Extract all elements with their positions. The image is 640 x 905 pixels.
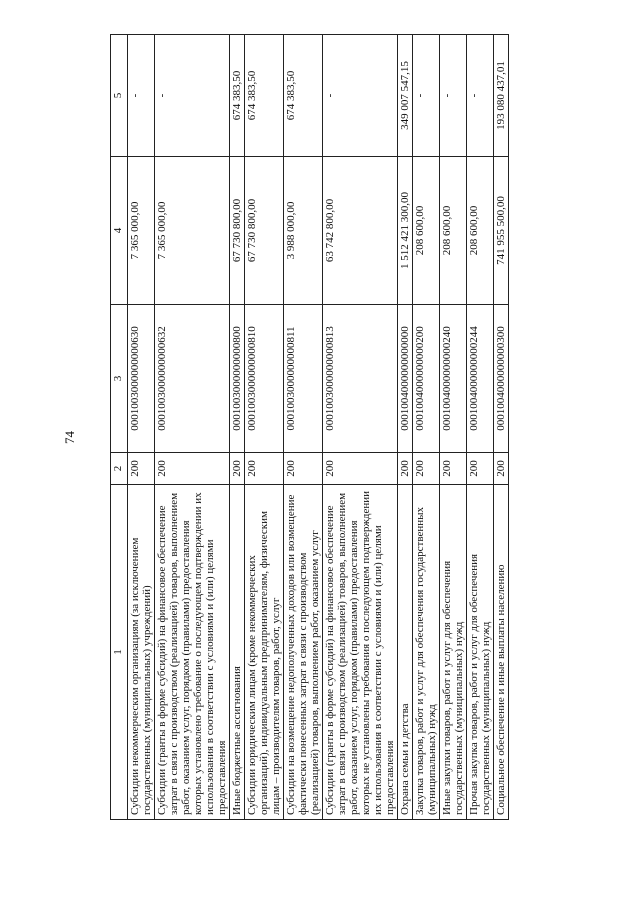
row-value-approved: 208 600,00 [413, 157, 440, 305]
row-kbk: 0001004000000000300 [494, 305, 509, 453]
row-value-approved: 208 600,00 [467, 157, 494, 305]
table-row [467, 35, 494, 820]
row-value-approved: 67 730 800,00 [230, 157, 245, 305]
row-name: Субсидии юридическим лицам (кроме некоммерческих организаций), индивидуальным предпринимателям, физическим лицам – производителям товаров, работ, услуг [245, 485, 284, 820]
row-code: 200 [155, 453, 230, 485]
row-value-approved: 741 955 500,00 [494, 157, 509, 305]
column-header-5: 5 [111, 35, 128, 157]
row-kbk: 0001003000000000632 [155, 305, 230, 453]
column-header-2: 2 [111, 453, 128, 485]
table-row [323, 35, 398, 820]
row-value-executed: 674 383,50 [230, 35, 245, 157]
row-name: Социальное обеспечение и иные выплаты населению [494, 485, 509, 820]
row-kbk: 0001003000000000810 [245, 305, 284, 453]
row-kbk: 0001003000000000630 [128, 305, 155, 453]
budget-table [110, 34, 509, 820]
row-value-approved: 7 365 000,00 [155, 157, 230, 305]
row-name: Субсидии (гранты в форме субсидий) на финансовое обеспечение затрат в связи с производством (реализацией) товаров, выполнением работ, оказанием услуг, порядком (правилами) предоставления которых не установлены требования о последующем подтверждении их использования в соответствии с условиями и (или) целями предоставления [323, 485, 398, 820]
row-value-executed: - [323, 35, 398, 157]
table-row [413, 35, 440, 820]
row-name: Субсидии некоммерческим организациям (за исключением государственных (муниципальных) учреждений) [128, 485, 155, 820]
table-row [128, 35, 155, 820]
row-code: 200 [467, 453, 494, 485]
row-name: Прочая закупка товаров, работ и услуг для обеспечения государственных (муниципальных) нужд [467, 485, 494, 820]
row-value-approved: 67 730 800,00 [245, 157, 284, 305]
table-row [494, 35, 509, 820]
row-name: Субсидии на возмещение недополученных доходов или возмещение фактически понесенных затрат в связи с производством (реализацией) товаров, выполнением работ, оказанием услуг [284, 485, 323, 820]
table-row [230, 35, 245, 820]
row-code: 200 [494, 453, 509, 485]
row-kbk: 0001004000000000200 [413, 305, 440, 453]
row-value-executed: 349 007 547,15 [398, 35, 413, 157]
row-value-executed: 674 383,50 [245, 35, 284, 157]
row-name: Иные закупки товаров, работ и услуг для обеспечения государственных (муниципальных) нужд [440, 485, 467, 820]
page-number: 74 [62, 431, 77, 444]
row-code: 200 [230, 453, 245, 485]
row-code: 200 [323, 453, 398, 485]
row-kbk: 0001003000000000813 [323, 305, 398, 453]
row-value-approved: 7 365 000,00 [128, 157, 155, 305]
table-row [284, 35, 323, 820]
table-row [440, 35, 467, 820]
budget-table-container [110, 35, 630, 820]
row-kbk: 0001004000000000240 [440, 305, 467, 453]
row-kbk: 0001004000000000244 [467, 305, 494, 453]
column-header-1: 1 [111, 485, 128, 820]
row-value-executed: 674 383,50 [284, 35, 323, 157]
row-value-executed: - [467, 35, 494, 157]
row-code: 200 [128, 453, 155, 485]
row-kbk: 0001004000000000000 [398, 305, 413, 453]
row-name: Охрана семьи и детства [398, 485, 413, 820]
table-row [398, 35, 413, 820]
table-row [155, 35, 230, 820]
row-value-executed: 193 080 437,01 [494, 35, 509, 157]
row-code: 200 [440, 453, 467, 485]
row-value-approved: 208 600,00 [440, 157, 467, 305]
row-name: Субсидии (гранты в форме субсидий) на финансовое обеспечение затрат в связи с производством (реализацией) товаров, выполнением работ, оказанием услуг, порядком (правилами) предоставления которых установлено требование о последующем подтверждении их использования в соответствии с условиями и (или) целями предоставления [155, 485, 230, 820]
table-row [245, 35, 284, 820]
row-value-executed: - [128, 35, 155, 157]
row-value-executed: - [413, 35, 440, 157]
row-kbk: 0001003000000000800 [230, 305, 245, 453]
row-value-approved: 63 742 800,00 [323, 157, 398, 305]
row-name: Закупка товаров, работ и услуг для обеспечения государственных (муниципальных) нужд [413, 485, 440, 820]
row-code: 200 [245, 453, 284, 485]
column-header-3: 3 [111, 305, 128, 453]
row-code: 200 [284, 453, 323, 485]
table-header-row [111, 35, 128, 820]
row-kbk: 0001003000000000811 [284, 305, 323, 453]
column-header-4: 4 [111, 157, 128, 305]
row-value-approved: 1 512 421 300,00 [398, 157, 413, 305]
row-code: 200 [398, 453, 413, 485]
row-code: 200 [413, 453, 440, 485]
row-value-approved: 3 988 000,00 [284, 157, 323, 305]
row-name: Иные бюджетные ассигнования [230, 485, 245, 820]
row-value-executed: - [440, 35, 467, 157]
row-value-executed: - [155, 35, 230, 157]
